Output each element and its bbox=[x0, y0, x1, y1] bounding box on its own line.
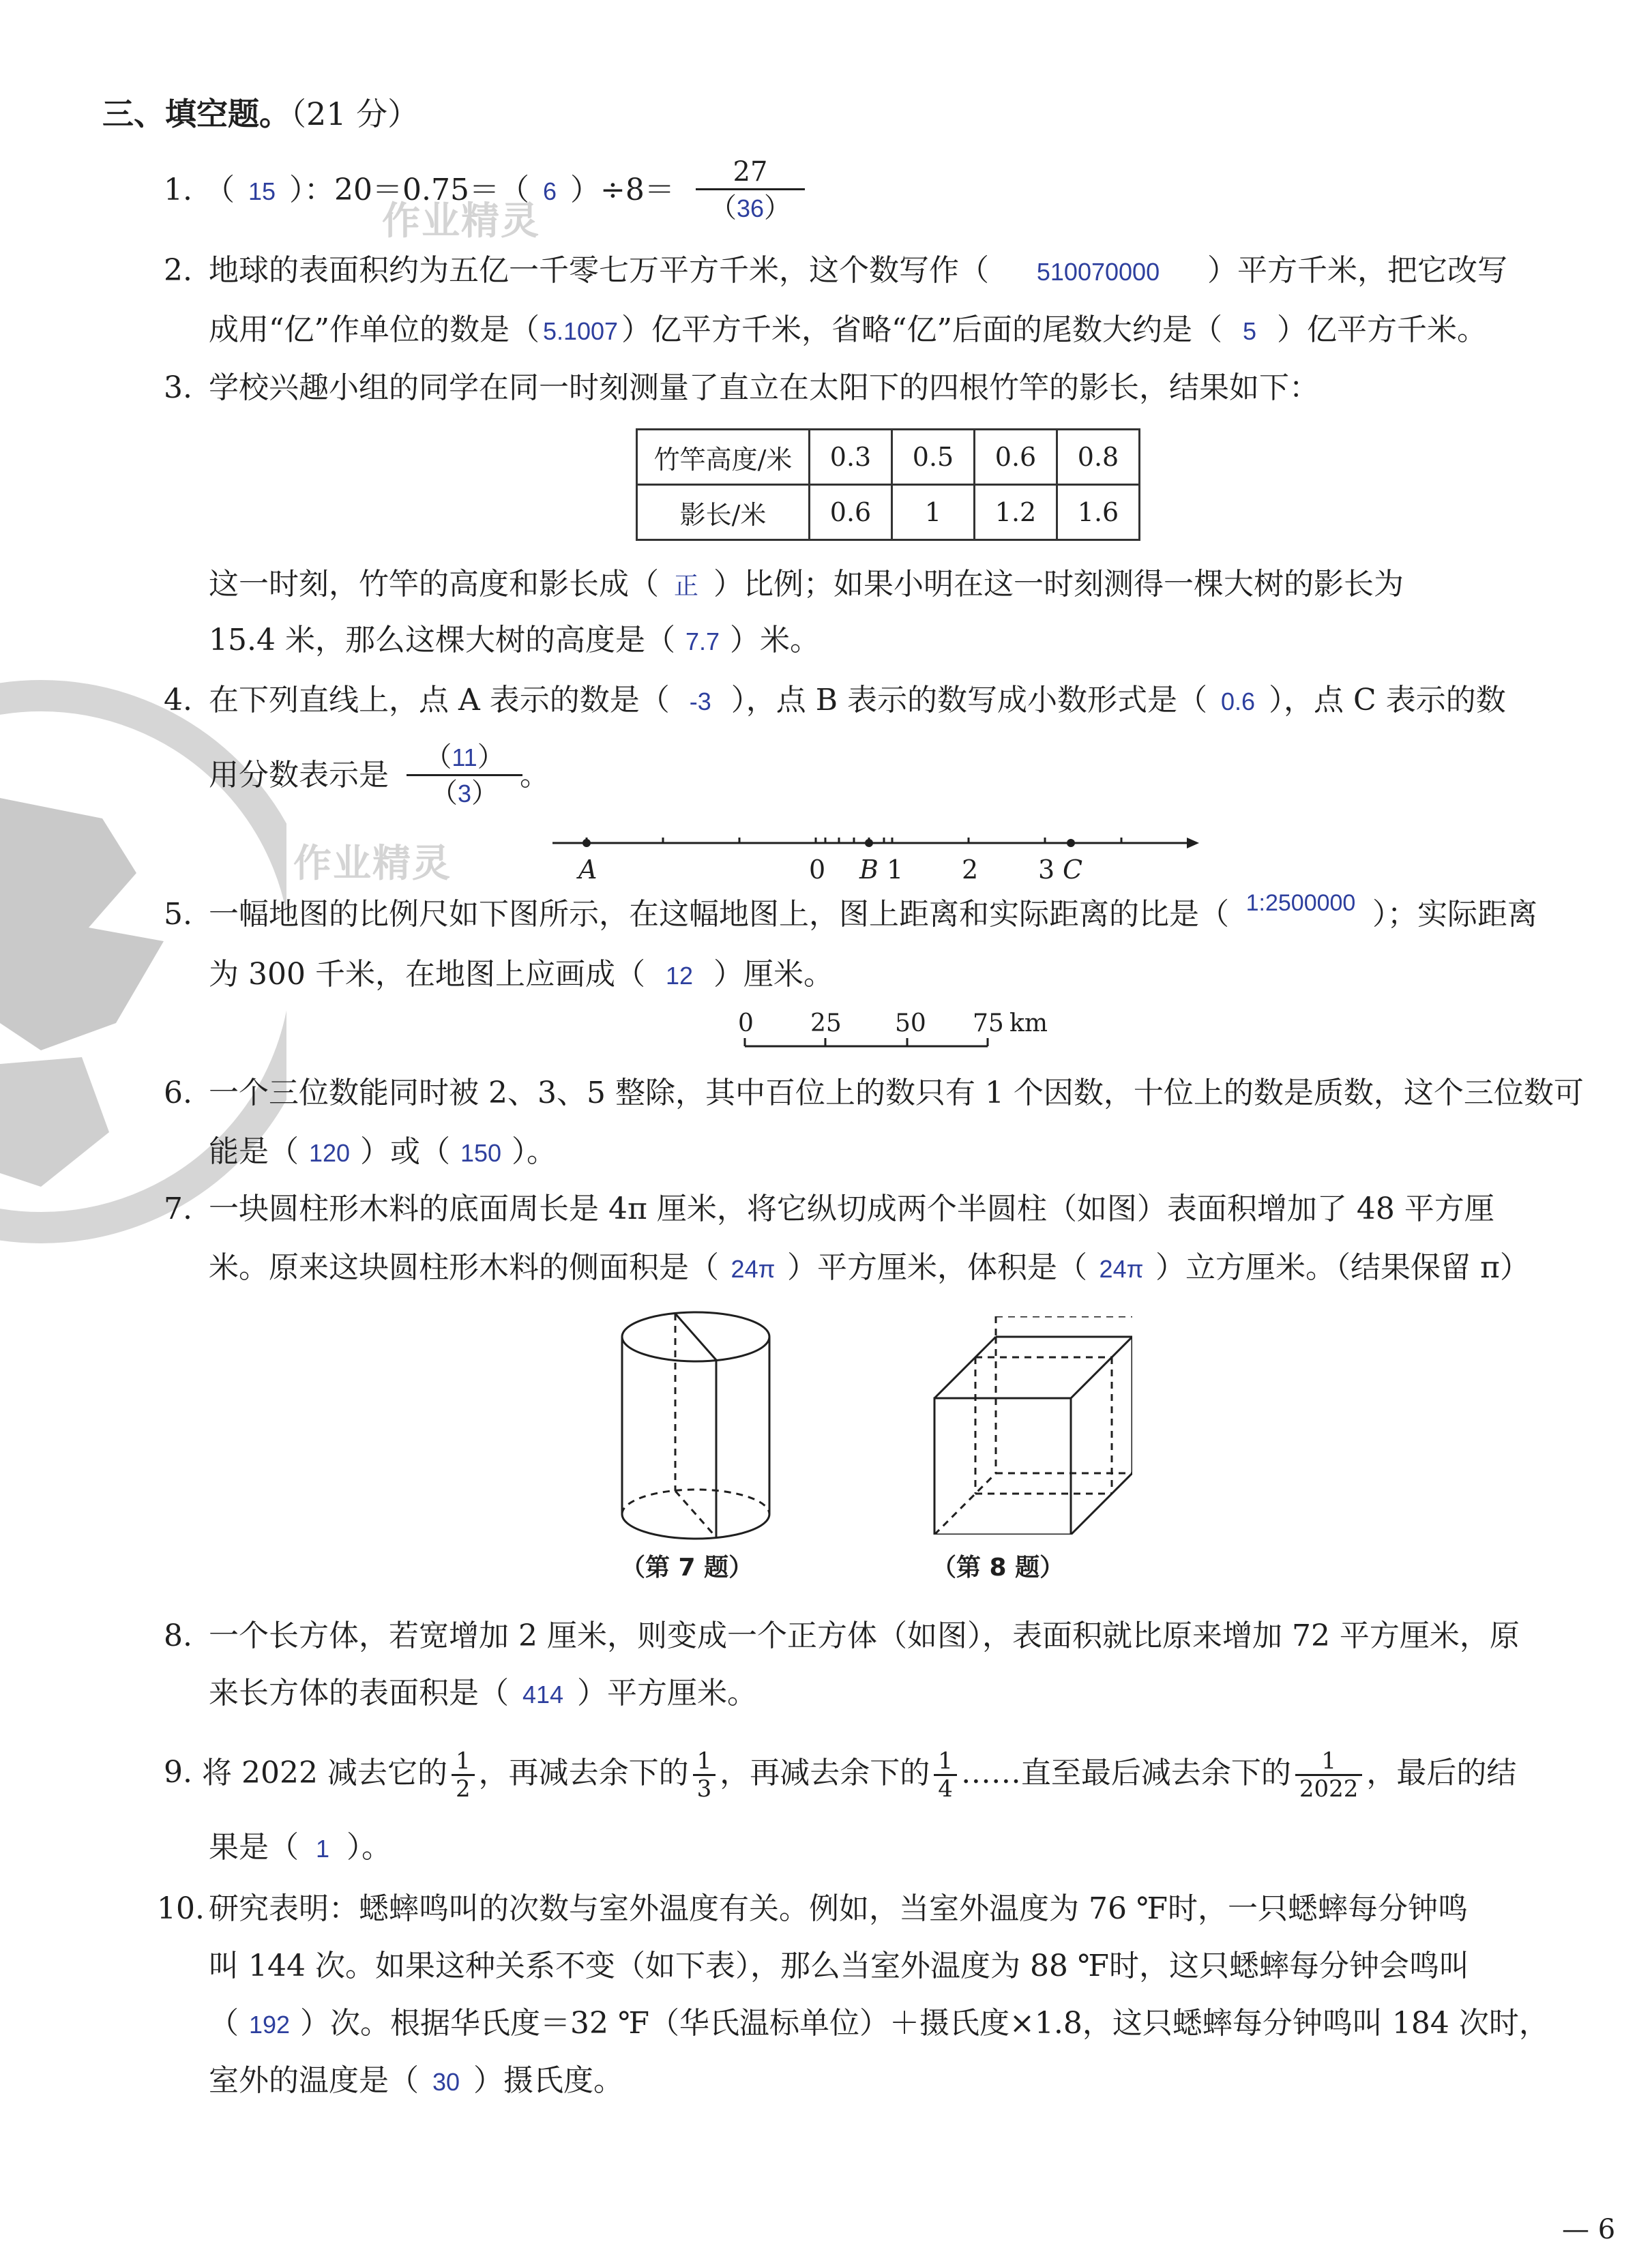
question-6-line-1: 一个三位数能同时被 2、3、5 整除，其中百位上的数只有 1 个因数，十位上的数是质数，这个三位数可 bbox=[209, 1076, 1584, 1110]
question-number: 4. bbox=[164, 683, 192, 718]
fraction: 27 （36） bbox=[696, 156, 805, 226]
fraction: $\frac{1}{2022}$ bbox=[1295, 1748, 1363, 1802]
fraction: $\frac{1}{4}$ bbox=[934, 1748, 957, 1802]
scale-label: 0 bbox=[738, 1009, 754, 1037]
table-cell: 0.3 bbox=[810, 430, 892, 485]
point-C-label: C bbox=[1063, 855, 1083, 885]
cube-figure bbox=[928, 1316, 1132, 1535]
map-scale-bar bbox=[737, 1008, 1091, 1063]
question-10-line-3: （ 192 ）次。根据华氏度＝32 ℉（华氏温标单位）＋摄氏度×1.8，这只蟋蟀每分钟鸣叫 184 次时， bbox=[209, 2004, 1549, 2045]
answer-blank: 0.6 bbox=[1221, 687, 1256, 715]
question-number: 7. bbox=[164, 1192, 192, 1226]
figure-caption: （第 8 题） bbox=[932, 1554, 1065, 1582]
question-9-line-2: 果是（ 1 ）。 bbox=[209, 1828, 392, 1869]
question-number: 1. bbox=[164, 173, 192, 207]
question-9-line-1: 将 2022 减去它的 $\frac{1}{2}$ ，再减去余下的 $\frac{1}{3}$ ，再减去余下的 $\frac{1}{4}$ ……直至最后减去余下的 $\frac{1}{2022}$ ，最后的结 bbox=[202, 1747, 1517, 1803]
question-number: 3. bbox=[164, 370, 192, 405]
answer-blank: 510070000 bbox=[1036, 258, 1160, 286]
tick-label: 2 bbox=[962, 855, 979, 885]
question-1: （ 15 ）：20＝0.75＝（ 6 ）÷8＝ bbox=[205, 171, 675, 211]
answer-blank: 5 bbox=[1242, 317, 1257, 345]
question-8-line-1: 一个长方体，若宽增加 2 厘米，则变成一个正方体（如图），表面积就比原来增加 72 平方厘米，原 bbox=[209, 1618, 1520, 1653]
scale-label: 25 bbox=[810, 1009, 842, 1037]
question-10-line-4: 室外的温度是（ 30 ）摄氏度。 bbox=[209, 2061, 623, 2102]
bamboo-shadow-table bbox=[636, 428, 1140, 541]
question-2-line-2: 成用“亿”作单位的数是（ 5.1007 ）亿平方千米，省略“亿”后面的尾数大约是（ 5 ）亿平方千米。 bbox=[209, 310, 1487, 351]
number-line bbox=[546, 824, 1200, 885]
point-B-label: B bbox=[859, 855, 879, 885]
answer-blank: 24π bbox=[731, 1255, 776, 1283]
scale-label: 50 bbox=[895, 1009, 926, 1037]
answer-blank: 6 bbox=[542, 177, 557, 205]
question-5-line-2: 为 300 千米，在地图上应画成（ 12 ）厘米。 bbox=[209, 955, 834, 996]
question-number: 9. bbox=[164, 1755, 192, 1790]
table-cell: 1.2 bbox=[975, 485, 1057, 540]
answer-blank: 414 bbox=[522, 1681, 564, 1709]
answer-blank: 7.7 bbox=[685, 627, 720, 655]
answer-blank: -3 bbox=[689, 687, 711, 715]
table-row bbox=[637, 430, 1140, 485]
table-cell: 1 bbox=[892, 485, 975, 540]
table-cell: 0.6 bbox=[975, 430, 1057, 485]
question-4-line-2: 用分数表示是 bbox=[209, 758, 389, 793]
answer-blank: 正 bbox=[673, 572, 698, 600]
table-cell: 0.8 bbox=[1057, 430, 1140, 485]
question-2-line-1: 地球的表面积约为五亿一千零七万平方千米，这个数写作（ 510070000 ）平方千米，把它改写 bbox=[209, 251, 1507, 292]
tick-label: 3 bbox=[1038, 855, 1055, 885]
table-row bbox=[637, 485, 1140, 540]
watermark: 作业精灵 bbox=[293, 842, 452, 886]
answer-blank: 1 bbox=[315, 1835, 330, 1863]
scale-unit: km bbox=[1009, 1009, 1048, 1037]
punctuation: 。 bbox=[520, 758, 550, 793]
question-number: 10. bbox=[157, 1891, 205, 1926]
figure-caption: （第 7 题） bbox=[621, 1554, 754, 1582]
question-number: 5. bbox=[164, 897, 192, 932]
fraction: （11） （3） bbox=[407, 741, 522, 811]
question-3-line-2: 这一时刻，竹竿的高度和影长成（ 正 ）比例；如果小明在这一时刻测得一棵大树的影长为 bbox=[209, 565, 1404, 606]
watermark: 作业精灵 bbox=[382, 199, 540, 243]
question-5-line-1: 一幅地图的比例尺如下图所示，在这幅地图上，图上距离和实际距离的比是（ 1:2500000 ）；实际距离 bbox=[209, 895, 1537, 936]
question-number: 6. bbox=[164, 1076, 192, 1110]
question-3-line-1: 学校兴趣小组的同学在同一时刻测量了直立在太阳下的四根竹竿的影长，结果如下： bbox=[209, 370, 1319, 405]
page-number: — 6 bbox=[1562, 2214, 1616, 2245]
point-A-label: A bbox=[578, 855, 598, 885]
cylinder-figure bbox=[614, 1303, 778, 1548]
tick-label: 0 bbox=[809, 855, 826, 885]
answer-blank: 5.1007 bbox=[542, 317, 619, 345]
answer-blank: 15 bbox=[248, 177, 276, 205]
scale-label: 75 bbox=[973, 1009, 1004, 1037]
question-10-line-2: 叫 144 次。如果这种关系不变（如下表），那么当室外温度为 88 ℉时，这只蟋蟀每分钟会鸣叫 bbox=[209, 1949, 1469, 1983]
fraction: $\frac{1}{2}$ bbox=[452, 1748, 475, 1802]
question-7-line-2: 米。原来这块圆柱形木料的侧面积是（ 24π ）平方厘米，体积是（ 24π ）立方厘米。（结果保留 π） bbox=[209, 1248, 1530, 1289]
answer-blank: 1:2500000 bbox=[1245, 890, 1356, 916]
table-cell: 1.6 bbox=[1057, 485, 1140, 540]
question-7-line-1: 一块圆柱形木料的底面周长是 4π 厘米，将它纵切成两个半圆柱（如图）表面积增加了 48 平方厘 bbox=[209, 1192, 1494, 1226]
answer-blank: 120 bbox=[308, 1139, 351, 1167]
section-title: 三、填空题。（21 分） bbox=[102, 95, 419, 132]
tick-label: 1 bbox=[887, 855, 904, 885]
fraction: $\frac{1}{3}$ bbox=[693, 1748, 716, 1802]
question-10-line-1: 研究表明：蟋蟀鸣叫的次数与室外温度有关。例如，当室外温度为 76 ℉时，一只蟋蟀每分钟鸣 bbox=[209, 1891, 1469, 1926]
answer-blank: 30 bbox=[432, 2068, 460, 2096]
question-3-line-3: 15.4 米，那么这棵大树的高度是（ 7.7 ）米。 bbox=[209, 621, 820, 662]
question-number: 2. bbox=[164, 253, 192, 288]
question-6-line-2: 能是（ 120 ）或（ 150 ）。 bbox=[209, 1132, 557, 1173]
table-cell: 影长/米 bbox=[637, 485, 810, 540]
answer-blank: 192 bbox=[248, 2011, 291, 2039]
answer-blank: 24π bbox=[1099, 1255, 1144, 1283]
table-cell: 0.6 bbox=[810, 485, 892, 540]
question-4-line-1: 在下列直线上，点 A 表示的数是（ -3 ），点 B 表示的数写成小数形式是（ 0.6 ），点 C 表示的数 bbox=[209, 681, 1506, 722]
question-8-line-2: 来长方体的表面积是（ 414 ）平方厘米。 bbox=[209, 1674, 757, 1715]
answer-blank: 12 bbox=[665, 962, 693, 990]
question-number: 8. bbox=[164, 1618, 192, 1653]
table-cell: 竹竿高度/米 bbox=[637, 430, 810, 485]
answer-blank: 150 bbox=[460, 1139, 502, 1167]
table-cell: 0.5 bbox=[892, 430, 975, 485]
